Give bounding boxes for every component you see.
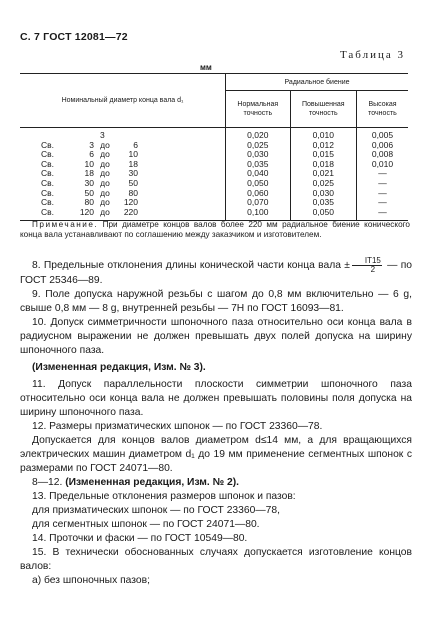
table-row: Св. 50 до 80	[40, 187, 138, 198]
col-increased: Повышенная точность	[290, 91, 356, 128]
paragraph-15: 15. В технически обоснованных случаях допускается изготовление концов валов:	[20, 547, 412, 572]
paragraph-12b: Допускается для концов валов диаметром d≤14 мм, а для вращающихся электрических машин диаметром d₁ до 19 мм применение сегментных шпонок с размерами по ГОСТ 24071—80.	[20, 435, 412, 474]
edition-note-2: 8—12. (Измененная редакция, Изм. № 2).	[32, 477, 239, 488]
paragraph-14: 14. Проточки и фаски — по ГОСТ 10549—80.	[32, 533, 248, 544]
table-row: Св. 80 до 120	[40, 197, 138, 208]
table-row: Св. 18 до 30	[40, 168, 138, 179]
paragraph-9: 9. Поле допуска наружной резьбы с шагом до 0,8 мм включительно — 6 g, свыше 0,8 мм — 8 g, внутренней резьбы — 7H по ГОСТ 16093—81.	[20, 289, 412, 314]
table-note: Примечание. При диаметре концов валов более 220 мм радиальное биение конического конца вала устанавливают по соглашению между заказчиком и изготовителем.	[20, 220, 410, 239]
increased-values: 0,010 0,012 0,015 0,018 0,021 0,025 0,030 0,035 0,050	[290, 128, 356, 221]
table-row: Св. 10 до 18	[40, 158, 138, 169]
fraction: $\frac{IT15}{2}$	[352, 257, 382, 274]
paragraph-12: 12. Размеры призматических шпонок — по ГОСТ 23360—78.	[32, 421, 323, 432]
normal-values: 0,020 0,025 0,030 0,035 0,040 0,050 0,060 0,070 0,100	[226, 128, 291, 221]
col-diameter: Номинальный диаметр конца вала d₁	[20, 74, 226, 128]
paragraph-13: 13. Предельные отклонения размеров шпонок и пазов:	[32, 491, 296, 502]
table-row: 3	[100, 130, 105, 140]
table-row: Св. 3 до 6	[40, 139, 138, 150]
page-header: С. 7 ГОСТ 12081—72	[20, 31, 128, 43]
tolerance-table	[20, 73, 408, 221]
paragraph-15a: а) без шпоночных пазов;	[32, 575, 150, 586]
table-row: Св. 6 до 10	[40, 149, 138, 160]
high-values: 0,005 0,006 0,008 0,010 — — — — —	[356, 128, 408, 221]
col-radial-runout: Радиальное биение	[226, 74, 409, 91]
col-high: Высокая точность	[356, 91, 408, 128]
paragraph-10: 10. Допуск симметричности шпоночного паза относительно оси конца вала в радиусном выражении не должен превышать двух полей допуска на ширину шпоночного паза.	[20, 317, 412, 356]
table-caption: Таблица 3	[339, 49, 405, 61]
diameter-cell	[20, 128, 226, 221]
table-row: Св. 120 до 220	[40, 206, 138, 217]
paragraph-11: 11. Допуск параллельности плоскости симметрии шпоночного паза относительно оси конца вала не должен превышать половины поля допуска на ширину шпоночного паза.	[20, 379, 412, 418]
paragraph-8: 8. Предельные отклонения длины конической части конца вала ± $\frac{IT15}{2}$ — по ГОСТ 25346—89.	[20, 256, 413, 286]
paragraph-13b: для сегментных шпонок — по ГОСТ 24071—80.	[32, 519, 260, 530]
table-row: Св. 30 до 50	[40, 177, 138, 188]
col-normal: Нормальная точность	[226, 91, 291, 128]
paragraph-13a: для призматических шпонок — по ГОСТ 23360—78,	[32, 505, 280, 516]
table-unit: мм	[200, 63, 212, 72]
edition-note-1: (Измененная редакция, Изм. № 3).	[32, 362, 206, 373]
main-text	[20, 257, 412, 588]
